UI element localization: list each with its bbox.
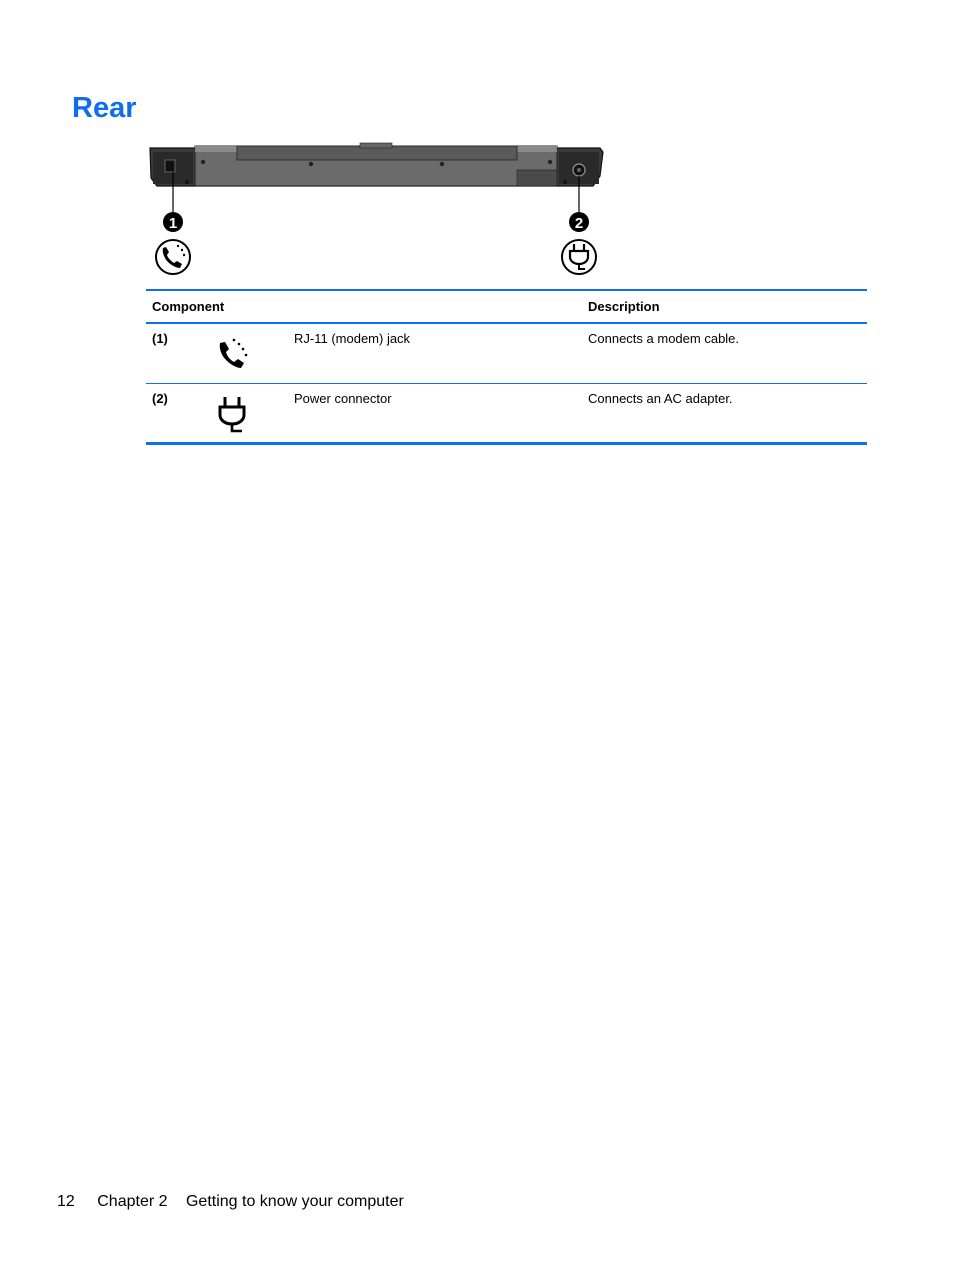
table-row bbox=[146, 323, 867, 383]
callout-1-number: 1 bbox=[168, 215, 178, 232]
callout-2 bbox=[569, 212, 589, 232]
row-number: (1) bbox=[152, 331, 168, 346]
table-header-row bbox=[146, 290, 867, 323]
row-icon-cell bbox=[210, 383, 288, 443]
chapter-title: Getting to know your computer bbox=[185, 1193, 404, 1210]
row-description: Connects a modem cable. bbox=[588, 331, 740, 346]
laptop-rear-illustration bbox=[145, 140, 615, 280]
page-number: 12 bbox=[57, 1193, 75, 1210]
power-port-pin bbox=[577, 168, 581, 172]
page-title: Rear bbox=[72, 92, 137, 124]
foot bbox=[185, 180, 189, 184]
foot bbox=[563, 180, 567, 184]
screw bbox=[440, 162, 444, 166]
row-icon-cell bbox=[210, 323, 288, 383]
hinge-tab bbox=[360, 143, 392, 148]
row-description: Connects an AC adapter. bbox=[588, 390, 733, 406]
callout-1 bbox=[163, 212, 183, 232]
phone-icon bbox=[156, 240, 190, 274]
row-number: (2) bbox=[152, 390, 168, 406]
laptop-rear-figure bbox=[145, 140, 615, 280]
callout-2-number: 2 bbox=[574, 215, 584, 232]
table-row bbox=[146, 383, 867, 443]
power-plug-icon bbox=[562, 240, 596, 274]
header-description: Description bbox=[588, 299, 660, 314]
chapter-label: Chapter 2 bbox=[97, 1193, 168, 1210]
screw bbox=[548, 160, 552, 164]
row-name: Power connector bbox=[294, 390, 392, 406]
components-table bbox=[146, 289, 867, 445]
page-footer bbox=[57, 1192, 404, 1212]
header-component: Component bbox=[152, 299, 225, 314]
lower-panel bbox=[517, 170, 557, 186]
phone-icon bbox=[216, 335, 250, 371]
rj11-port bbox=[165, 160, 175, 172]
power-plug-icon bbox=[216, 395, 250, 435]
row-name: RJ-11 (modem) jack bbox=[294, 331, 411, 346]
screw bbox=[309, 162, 313, 166]
screw bbox=[201, 160, 205, 164]
